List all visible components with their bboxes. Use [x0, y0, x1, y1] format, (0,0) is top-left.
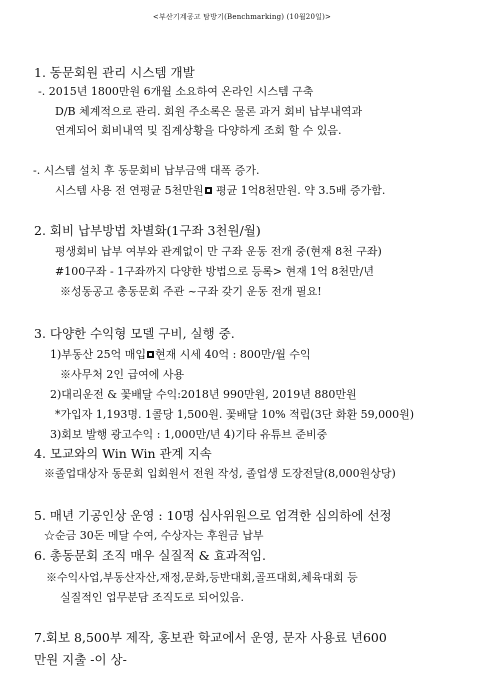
bullet-square-icon — [147, 351, 154, 358]
section-2-line-3: ※성동공고 총동문회 주관 ~구좌 갖기 운동 전개 필요! — [60, 285, 322, 298]
section-3-line-4: *가입자 1,193명. 1콜당 1,500원. 꽃배달 10% 적립(3단 화환 59,000원) — [55, 408, 414, 421]
section-1b-line-2-before: 시스템 사용 전 연평균 5천만원 — [55, 184, 204, 197]
section-6-heading: 6. 총동문회 조직 매우 실질적 & 효과적임. — [34, 548, 266, 563]
section-4-heading: 4. 모교와의 Win Win 관계 지속 — [34, 446, 212, 461]
section-3-line-5: 3)회보 발행 광고수익 : 1,000만/년 4)기타 유튜브 준비중 — [50, 428, 328, 441]
section-2-line-2: #100구좌 - 1구좌까지 다양한 방법으로 등록> 현재 1억 8천만/년 — [55, 265, 374, 278]
bullet-square-icon — [205, 187, 212, 194]
section-1-line-1: -. 2015년 1800만원 6개월 소요하여 온라인 시스템 구축 — [38, 85, 314, 98]
section-3-line-2: ※사무처 2인 급여에 사용 — [60, 368, 185, 381]
section-3-line-1-before: 1)부동산 25억 매입 — [50, 348, 147, 361]
section-7-line-2: 만원 지출 -이 상- — [34, 652, 127, 667]
section-5-line-1: ☆순금 30돈 메달 수여, 수상자는 후원금 납부 — [44, 529, 264, 542]
section-2-line-1: 평생회비 납부 여부와 관계없이 만 구좌 운동 전개 중(현재 8천 구좌) — [55, 245, 382, 258]
document-title: <부산기계공고 탐방기(Benchmarking) (10월20일)> — [152, 13, 332, 21]
section-1-line-3: 연계되어 회비내역 및 집계상황을 다양하게 조회 할 수 있음. — [55, 124, 342, 137]
section-6-line-1: ※수익사업,부동산자산,재정,문화,등반대회,골프대회,체육대회 등 — [46, 571, 358, 584]
section-1-heading: 1. 동문회원 관리 시스템 개발 — [34, 65, 195, 80]
section-3-line-1-after: 현재 시세 40억 : 800만/월 수익 — [155, 348, 311, 361]
section-4-line-1: ※졸업대상자 동문회 입회원서 전원 작성, 졸업생 도장전달(8,000원상당) — [44, 467, 396, 480]
section-1b-line-2-after: 평균 1억8천만원. 약 3.5배 증가함. — [216, 184, 386, 197]
section-1b-line-1: -. 시스템 설치 후 동문회비 납부금액 대폭 증가. — [33, 164, 260, 177]
section-2-heading: 2. 회비 납부방법 차별화(1구좌 3천원/월) — [34, 223, 261, 238]
section-5-heading: 5. 매년 기공인상 운영 : 10명 심사위원으로 엄격한 심의하에 선정 — [34, 508, 392, 523]
section-3-heading: 3. 다양한 수익형 모델 구비, 실행 중. — [34, 326, 235, 341]
section-1-line-2: D/B 체계적으로 관리. 회원 주소록은 물론 과거 회비 납부내역과 — [55, 105, 363, 118]
section-3-line-1 — [50, 348, 311, 362]
section-6-line-2: 실질적인 업무분담 조직도로 되어있음. — [60, 591, 245, 604]
section-1b-line-2 — [55, 184, 385, 198]
section-7-line-1: 7.회보 8,500부 제작, 홍보관 학교에서 운영, 문자 사용료 년600 — [34, 630, 387, 645]
section-3-line-3: 2)대리운전 & 꽃배달 수익:2018년 990만원, 2019년 880만원 — [50, 388, 357, 401]
